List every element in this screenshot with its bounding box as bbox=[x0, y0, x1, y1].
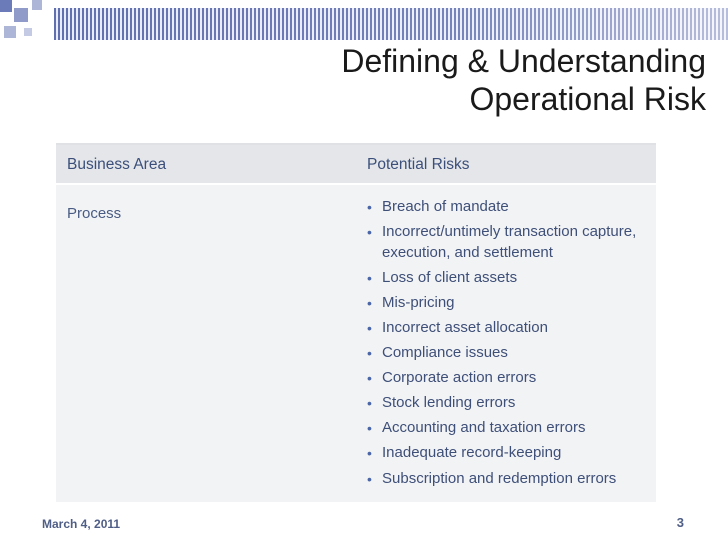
risk-text: Corporate action errors bbox=[382, 369, 537, 387]
risk-text: Accounting and taxation errors bbox=[382, 419, 586, 437]
risk-list-item bbox=[367, 469, 652, 490]
bullet-icon: • bbox=[367, 470, 372, 487]
header-stripe-band bbox=[54, 8, 728, 40]
business-area-cell: Process bbox=[67, 205, 122, 222]
risk-text: Incorrect asset allocation bbox=[382, 318, 548, 336]
risk-text: Incorrect/untimely transaction capture, execution, and settlement bbox=[382, 223, 637, 261]
risk-list-item bbox=[367, 222, 652, 263]
bullet-icon: • bbox=[367, 294, 372, 311]
bullet-icon: • bbox=[367, 269, 372, 286]
bullet-icon: • bbox=[367, 319, 372, 336]
bullet-icon: • bbox=[367, 445, 372, 462]
corner-decoration bbox=[0, 0, 60, 44]
risk-list-item bbox=[367, 293, 652, 314]
risk-text: Subscription and redemption errors bbox=[382, 469, 617, 487]
risk-table bbox=[56, 143, 656, 502]
bullet-icon: • bbox=[367, 420, 372, 437]
decor-square bbox=[24, 28, 32, 36]
risk-list-item bbox=[367, 418, 652, 439]
slide-title-line-2: Operational Risk bbox=[469, 81, 706, 117]
decor-square bbox=[4, 26, 16, 38]
risk-list-item bbox=[367, 393, 652, 414]
risk-text: Inadequate record-keeping bbox=[382, 444, 562, 462]
slide-title bbox=[246, 42, 706, 118]
footer-date: March 4, 2011 bbox=[42, 517, 121, 531]
risk-list-item bbox=[367, 443, 652, 464]
header-potential-risks: Potential Risks bbox=[367, 156, 470, 173]
risk-text: Mis-pricing bbox=[382, 293, 455, 311]
risk-list-item bbox=[367, 197, 652, 218]
table-header-row bbox=[56, 145, 656, 185]
risk-text: Loss of client assets bbox=[382, 268, 518, 286]
bullet-icon: • bbox=[367, 345, 372, 362]
decor-square bbox=[32, 0, 42, 10]
potential-risks-list bbox=[367, 197, 652, 494]
bullet-icon: • bbox=[367, 199, 372, 215]
bullet-icon: • bbox=[367, 395, 372, 412]
risk-text: Stock lending errors bbox=[382, 394, 516, 412]
page-number: 3 bbox=[676, 515, 684, 530]
risk-text: Compliance issues bbox=[382, 344, 508, 362]
slide-title-line-1: Defining & Understanding bbox=[341, 43, 706, 79]
risk-list-item bbox=[367, 318, 652, 339]
risk-text: Breach of mandate bbox=[382, 198, 509, 215]
decor-square bbox=[14, 8, 28, 22]
decor-square bbox=[0, 0, 12, 12]
risk-list-item bbox=[367, 368, 652, 389]
bullet-icon: • bbox=[367, 370, 372, 387]
risk-list-item bbox=[367, 268, 652, 289]
risk-list-item bbox=[367, 343, 652, 364]
header-business-area: Business Area bbox=[67, 156, 167, 173]
bullet-icon: • bbox=[367, 224, 372, 241]
